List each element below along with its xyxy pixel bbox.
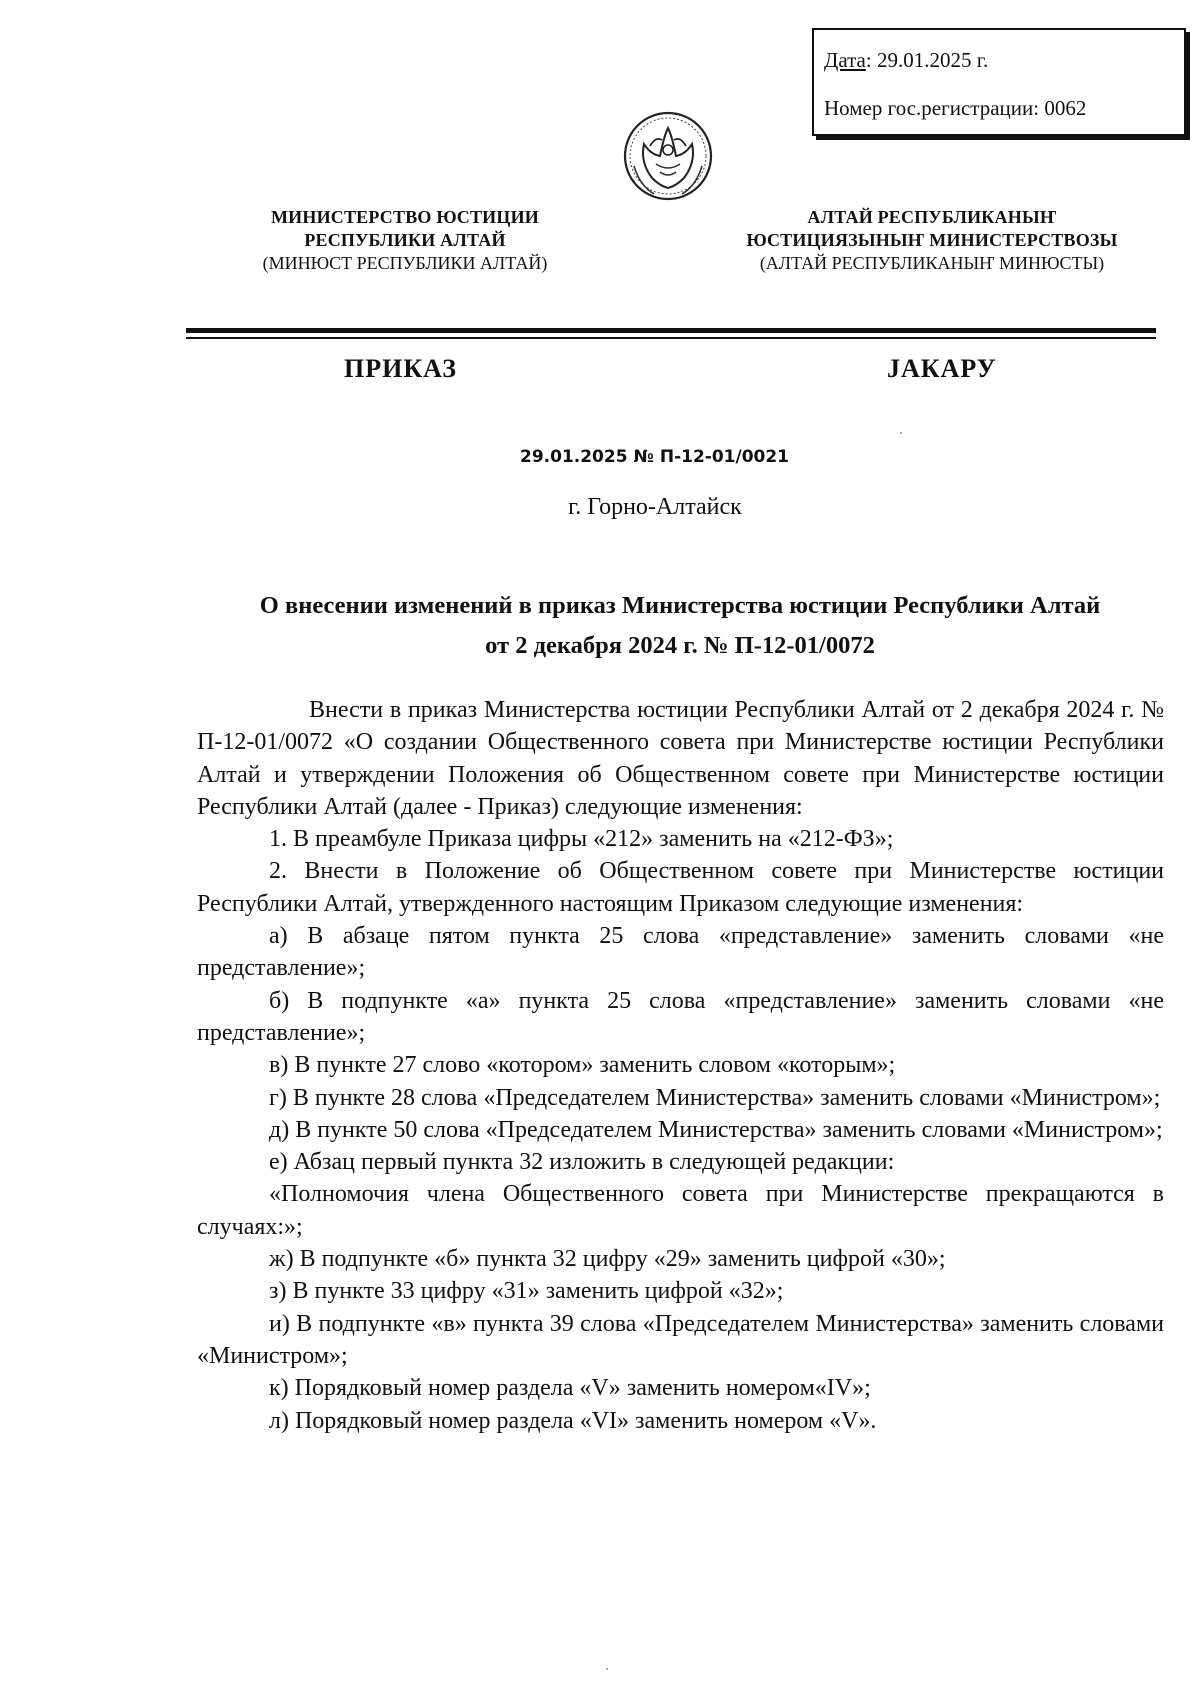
document-heading	[190, 586, 1170, 666]
subitem-d: д) В пункте 50 слова «Председателем Министерства» заменить словами «Министром»;	[269, 1116, 1163, 1143]
city: г. Горно-Алтайск	[568, 494, 742, 520]
registration-date: Дата: 29.01.2025 г.	[824, 48, 989, 72]
order-number: 29.01.2025 № П-12-01/0021	[520, 447, 790, 467]
item-2: 2. Внести в Положение об Общественном совете при Министерстве юстиции Республики Алтай, утвержденного настоящим Приказом следующие изменения:	[197, 858, 1164, 917]
registration-stamp	[812, 28, 1186, 136]
ministry-alt-line3: (АЛТАЙ РЕСПУБЛИКАНЫҤ МИНЮСТЫ)	[759, 253, 1105, 273]
header-rule-thick	[186, 328, 1156, 333]
ministry-alt-line1: АЛТАЙ РЕСПУБЛИКАНЫҤ	[807, 207, 1057, 227]
scan-speck	[900, 432, 902, 434]
registration-number: Номер гос.регистрации: 0062	[824, 96, 1087, 120]
ministry-alt-line2: ЮСТИЦИЯЗЫНЫҤ МИНИСТЕРСТВОЗЫ	[746, 230, 1118, 250]
subitem-zh: ж) В подпункте «б» пункта 32 цифру «29» заменить цифрой «30»;	[269, 1246, 946, 1273]
heading-line2: от 2 декабря 2024 г. № П-12-01/0072	[485, 632, 875, 659]
subitem-a: а) В абзаце пятом пункта 25 слова «представление» заменить словами «не представление»;	[197, 923, 1164, 982]
subitem-e: е) Абзац первый пункта 32 изложить в следующей редакции:	[269, 1149, 895, 1176]
subitem-k: к) Порядковый номер раздела «V» заменить номером«IV»;	[269, 1375, 871, 1402]
ministry-name-alt	[722, 206, 1142, 275]
coat-of-arms-icon	[620, 106, 716, 210]
document-body	[197, 694, 1164, 1437]
subitem-z: з) В пункте 33 цифру «31» заменить цифрой «32»;	[269, 1278, 784, 1305]
subitem-g: г) В пункте 28 слова «Председателем Министерства» заменить словами «Министром»;	[269, 1084, 1161, 1111]
heading-line1: О внесении изменений в приказ Министерства юстиции Республики Алтай	[259, 592, 1101, 619]
subitem-v: в) В пункте 27 слово «котором» заменить словом «которым»;	[269, 1052, 896, 1079]
order-title-alt: ЈАКАРУ	[887, 354, 997, 383]
order-title-ru: ПРИКАЗ	[344, 354, 458, 383]
ministry-name-ru	[220, 206, 590, 275]
scan-speck	[606, 1668, 608, 1670]
subitem-i: и) В подпункте «в» пункта 39 слова «Председателем Министерства» заменить словами «Министром»;	[197, 1310, 1164, 1369]
subitem-e-quote: «Полномочия члена Общественного совета при Министерстве прекращаются в случаях:»;	[197, 1181, 1164, 1240]
ministry-ru-line2: РЕСПУБЛИКИ АЛТАЙ	[304, 230, 506, 250]
subitem-b: б) В подпункте «а» пункта 25 слова «представление» заменить словами «не представление»;	[197, 987, 1164, 1046]
ministry-ru-line1: МИНИСТЕРСТВО ЮСТИЦИИ	[270, 207, 539, 227]
header-rule-thin	[186, 337, 1156, 339]
intro-paragraph: Внести в приказ Министерства юстиции Республики Алтай от 2 декабря 2024 г. № П-12-01/0072 «О создании Общественного совета при Министерстве юстиции Республики Алтай и утверждении Положения об Общественном совете при Министерстве юстиции Республики Алтай (далее - Приказ) следующие изменения:	[197, 697, 1164, 820]
item-1: 1. В преамбуле Приказа цифры «212» заменить на «212-ФЗ»;	[269, 826, 894, 853]
subitem-l: л) Порядковый номер раздела «VI» заменить номером «V».	[269, 1407, 877, 1434]
ministry-ru-line3: (МИНЮСТ РЕСПУБЛИКИ АЛТАЙ)	[262, 253, 548, 273]
